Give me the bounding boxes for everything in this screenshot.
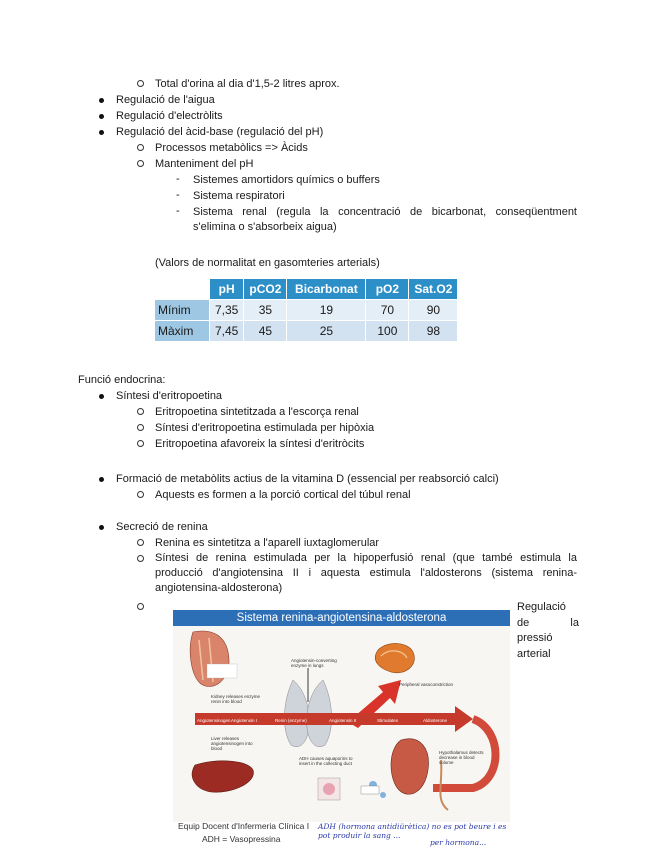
regulacio-pressio-line: Regulació de la pressió arterial	[517, 601, 579, 660]
note-kidney: Kidney releases enzyme renin into blood	[211, 694, 261, 704]
table-cell: 7,45	[210, 321, 243, 341]
table-row-label: Màxim	[155, 321, 209, 341]
ep-item-1: Eritropoetina sintetitzada a l'escorça renal	[155, 406, 359, 418]
dash-bullet: -	[176, 173, 180, 185]
ring-bullet	[137, 555, 144, 562]
manteniment-text: Manteniment del pH	[155, 158, 254, 170]
table-header: pH	[210, 279, 243, 299]
gas-table	[154, 278, 458, 342]
secrecio-renina-text: Secreció de renina	[116, 521, 208, 533]
dot-bullet	[99, 114, 104, 119]
ep-item-2: Síntesi d'eritropoetina estimulada per hipòxia	[155, 422, 375, 434]
flow-label: Angiotensin I	[231, 718, 258, 723]
regulacio-aigua-text: Regulació de l'aigua	[116, 94, 215, 106]
ep-item-3: Eritropoetina afavoreix la síntesi d'eritròcits	[155, 438, 365, 450]
ring-bullet	[137, 408, 144, 415]
regulacio-electrolits-text: Regulació d'electròlits	[116, 110, 223, 122]
table-header: Sat.O2	[409, 279, 457, 299]
table-header: pO2	[366, 279, 408, 299]
table-corner	[155, 279, 209, 299]
figure-title: Sistema renina-angiotensina-aldosterona	[173, 610, 510, 626]
table-cell: 70	[366, 300, 408, 320]
ring-bullet	[137, 144, 144, 151]
table-row-label: Mínim	[155, 300, 209, 320]
table-row	[155, 300, 457, 320]
table-header: Bicarbonat	[287, 279, 365, 299]
sistema-renal-text: Sistema renal (regula la concentració de bicarbonat, conseqüentment s'elimina o s'absorbeix aigua)	[193, 206, 577, 233]
raas-figure	[173, 610, 510, 822]
ring-bullet	[137, 491, 144, 498]
renina-item-1: Renina es sintetitza a l'aparell iuxtaglomerular	[155, 537, 380, 549]
adh-line: ADH = Vasopressina	[202, 834, 281, 844]
note-vaso: Peripheral vasoconstriction	[399, 682, 454, 687]
flow-label: Angiotensinogen	[197, 718, 231, 723]
note-liver: Liver releases angiotensinogen into blood	[211, 736, 253, 751]
dot-bullet	[99, 98, 104, 103]
note-hypothalamus: Hypothalamus detects decrease in blood volume	[439, 750, 484, 765]
sistema-respiratori-text: Sistema respiratori	[193, 190, 285, 202]
gas-table-caption: (Valors de normalitat en gasomteries arterials)	[155, 257, 380, 269]
ring-bullet	[137, 424, 144, 431]
vd-item-1: Aquests es formen a la porció cortical del túbul renal	[155, 489, 411, 501]
handwritten-note-2: per hormona...	[430, 838, 487, 847]
figure-caption-left: Equip Docent d'Infermeria Clínica I	[178, 821, 310, 831]
flow-label: Aldosterone	[423, 718, 448, 723]
total-orina-text: Total d'orina al dia d'1,5-2 litres aprox.	[155, 78, 340, 90]
dot-bullet	[99, 525, 104, 530]
ring-bullet	[137, 539, 144, 546]
handwritten-note: ADH (hormona antidiürètica) no es pot beure i es pot produir la sang ...	[318, 822, 507, 840]
renina-item-2: Síntesi de renina estimulada per la hipoperfusió renal (que també estimula la producció d'angiotensina II i aquesta estimula l'aldosterons (sistema renina-angiotensina-aldosterona)	[155, 552, 577, 594]
ring-bullet	[137, 80, 144, 87]
flow-label: Stimulates	[377, 718, 399, 723]
table-cell: 90	[409, 300, 457, 320]
processos-text: Processos metabòlics => Àcids	[155, 142, 308, 154]
flow-label: Renin (enzyme)	[275, 718, 307, 723]
ring-bullet	[137, 440, 144, 447]
raas-illustration	[173, 610, 510, 822]
endocrine-heading: Funció endocrina:	[78, 374, 166, 386]
table-cell: 98	[409, 321, 457, 341]
table-cell: 35	[244, 300, 286, 320]
table-header: pCO2	[244, 279, 286, 299]
table-cell: 25	[287, 321, 365, 341]
ring-bullet	[137, 160, 144, 167]
table-cell: 45	[244, 321, 286, 341]
dot-bullet	[99, 394, 104, 399]
dot-bullet	[99, 130, 104, 135]
table-cell: 100	[366, 321, 408, 341]
sistemes-amortidors-text: Sistemes amortidors químics o buffers	[193, 174, 380, 186]
flow-label: Angiotensin II	[329, 718, 357, 723]
table-cell: 19	[287, 300, 365, 320]
regulacio-acid-base-text: Regulació del àcid-base (regulació del pH)	[116, 126, 324, 138]
dot-bullet	[99, 477, 104, 482]
dash-bullet: -	[176, 189, 180, 201]
vitamina-d-text: Formació de metabòlits actius de la vitamina D (essencial per reabsorció calci)	[116, 473, 499, 485]
ring-bullet	[137, 603, 144, 610]
sintesi-eritropoetina-text: Síntesi d'eritropoetina	[116, 390, 223, 402]
note-lungs: Angiotensin-converting enzyme in lungs	[291, 658, 337, 668]
table-cell: 7,35	[210, 300, 243, 320]
table-row	[155, 321, 457, 341]
note-adh: ADH causes aquaporins to insert in the collecting duct	[299, 756, 353, 766]
dash-bullet: -	[176, 205, 180, 217]
